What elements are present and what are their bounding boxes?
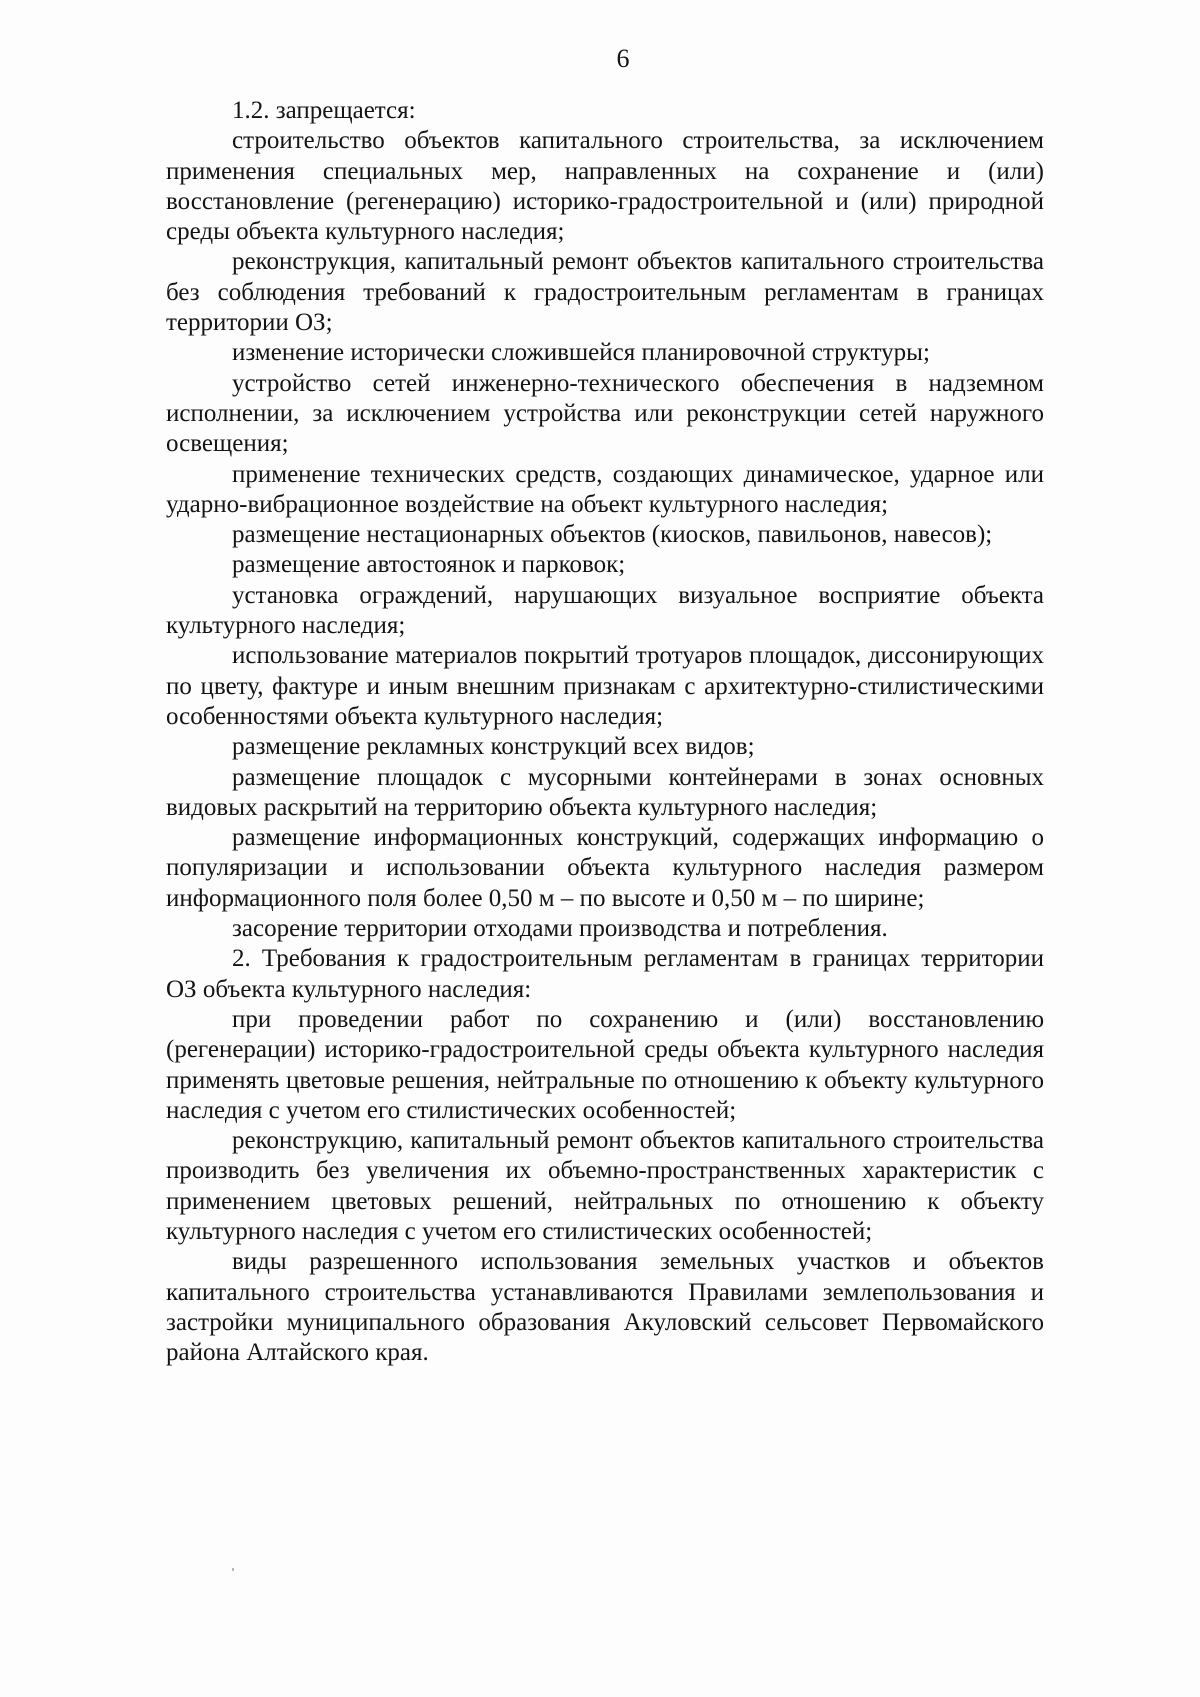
- paragraph: реконструкция, капитальный ремонт объектов капитального строительства без соблюдения требований к градостроительным регламентам в границах территории ОЗ;: [166, 248, 1044, 337]
- paragraph: установка ограждений, нарушающих визуальное восприятие объекта культурного наследия;: [166, 581, 1044, 640]
- paragraph: реконструкцию, капитальный ремонт объектов капитального строительства производить без увеличения их объемно-пространственных характеристик с применением цветовых решений, нейтральных по отношению к объекту культурного наследия с учетом его стилистических особенностей;: [166, 1127, 1044, 1245]
- paragraph: устройство сетей инженерно-технического обеспечения в надземном исполнении, за исключением устройства или реконструкции сетей наружного освещения;: [166, 369, 1044, 458]
- paragraph: размещение автостоянок и парковок;: [232, 551, 626, 579]
- paragraph: строительство объектов капитального строительства, за исключением применения специальных мер, направленных на сохранение и (или) восстановление (регенерацию) историко-градостроительной и (или) природной среды объекта культурного наследия;: [166, 127, 1044, 246]
- paragraph: изменение исторически сложившейся планировочной структуры;: [232, 339, 930, 367]
- paragraph: виды разрешенного использования земельных участков и объектов капитального строительства устанавливаются Правилами землепользования и застройки муниципального образования Акуловский сельсовет Первомайского района Алтайского края.: [166, 1248, 1044, 1367]
- paragraph: размещение рекламных конструкций всех видов;: [232, 733, 755, 761]
- paragraph: использование материалов покрытий тротуаров площадок, диссонирующих по цвету, фактуре и иным внешним признакам с архитектурно-стилистическими особенностями объекта культурного наследия;: [166, 642, 1044, 730]
- paragraph: размещение нестационарных объектов (киосков, павильонов, навесов);: [232, 521, 993, 549]
- paragraph: размещение площадок с мусорными контейнерами в зонах основных видовых раскрытий на территорию объекта культурного наследия;: [166, 763, 1044, 821]
- paragraph: применение технических средств, создающих динамическое, ударное или ударно-вибрационное воздействие на объект культурного наследия;: [166, 460, 1044, 518]
- section-heading-2: 2. Требования к градостроительным регламентам в границах территории ОЗ объекта культурного наследия:: [166, 945, 1044, 1003]
- paragraph: засорение территории отходами производства и потребления.: [232, 915, 888, 943]
- page-number: 6: [616, 44, 630, 73]
- paragraph: при проведении работ по сохранению и (или) восстановлению (регенерации) историко-градостроительной среды объекта культурного наследия применять цветовые решения, нейтральные по отношению к объекту культурного наследия с учетом его стилистических особенностей;: [166, 1005, 1044, 1124]
- paragraph: размещение информационных конструкций, содержащих информацию о популяризации и использовании объекта культурного наследия размером информационного поля более 0,50 м – по высоте и 0,50 м – по ширине;: [166, 824, 1044, 912]
- section-heading-1-2: 1.2. запрещается:: [232, 97, 416, 124]
- scan-speck: [232, 1568, 234, 1571]
- document-body: [166, 96, 1044, 1368]
